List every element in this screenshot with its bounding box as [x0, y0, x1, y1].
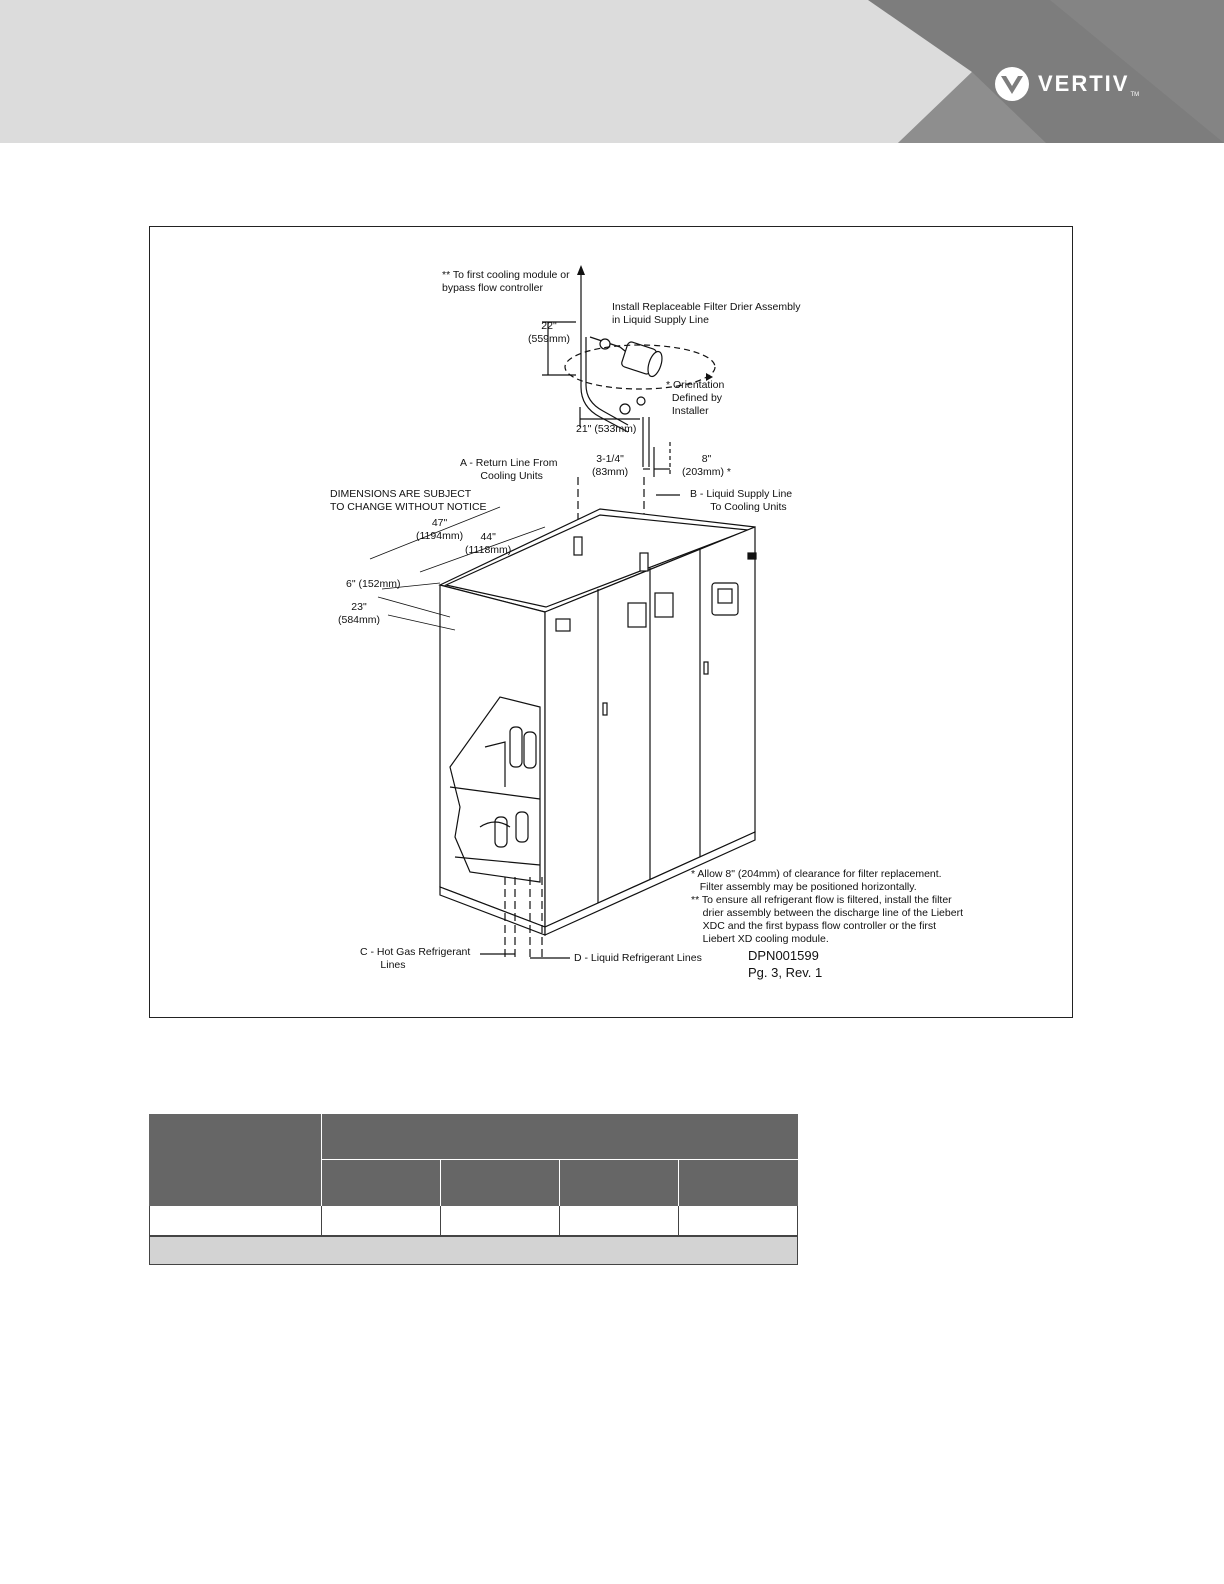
vertiv-logo	[994, 66, 1139, 102]
table-cell-divider	[559, 1206, 560, 1236]
page-header	[0, 0, 1224, 143]
table-subheader-divider	[322, 1159, 798, 1160]
table-cell-divider	[678, 1206, 679, 1236]
table-cell-divider	[440, 1206, 441, 1236]
dimensions-notice: DIMENSIONS ARE SUBJECT TO CHANGE WITHOUT NOTICE	[330, 488, 487, 513]
clearance-footnote: * Allow 8" (204mm) of clearance for filter replacement. Filter assembly may be positioned horizontally. ** To ensure all refrigerant flow is filtered, install the filter drier assembly between the discharge line of the Liebert XDC and the first bypass flow controller or the first Liebert XD cooling module.	[691, 868, 963, 945]
liquid-supply-line-label: B - Liquid Supply Line To Cooling Units	[690, 488, 793, 513]
dimension-44-label: 44" (1118mm)	[465, 531, 512, 556]
page-revision: Pg. 3, Rev. 1	[748, 965, 823, 980]
data-table	[149, 1114, 798, 1265]
dimension-3-1-4-label: 3-1/4" (83mm)	[592, 453, 629, 478]
dimension-6-label: 6" (152mm)	[346, 578, 401, 590]
table-subheader-divider	[678, 1160, 679, 1206]
drawing-number: DPN001599	[748, 948, 819, 963]
table-header	[149, 1114, 798, 1206]
table-footer-row	[149, 1235, 798, 1265]
first-cooling-module-note: ** To first cooling module or bypass flow controller	[442, 269, 570, 294]
dimension-21-label: 21" (533mm)	[576, 423, 637, 435]
orientation-note: * Orientation Defined by Installer	[666, 379, 725, 417]
dimension-23-label: 23" (584mm)	[338, 601, 381, 626]
hot-gas-lines-label: C - Hot Gas Refrigerant Lines	[360, 946, 471, 971]
trademark: TM	[1130, 92, 1140, 98]
return-line-label: A - Return Line From Cooling Units	[460, 457, 558, 482]
table-cell-divider	[321, 1206, 322, 1236]
filter-drier-note: Install Replaceable Filter Drier Assembly in Liquid Supply Line	[612, 301, 801, 326]
vertiv-mark-icon	[994, 66, 1030, 102]
table-row	[149, 1206, 798, 1236]
liquid-refrigerant-lines-label: D - Liquid Refrigerant Lines	[574, 952, 702, 964]
table-subheader-divider	[559, 1160, 560, 1206]
table-subheader-divider	[440, 1160, 441, 1206]
installation-drawing	[149, 226, 1073, 1018]
brand-name: VERTIV	[1038, 71, 1130, 96]
dimension-22-label: 22" (559mm)	[528, 320, 571, 345]
table-header-divider	[321, 1114, 322, 1206]
dimension-47-label: 47" (1194mm)	[416, 517, 464, 542]
dimension-8-label: 8" (203mm) *	[682, 453, 732, 478]
